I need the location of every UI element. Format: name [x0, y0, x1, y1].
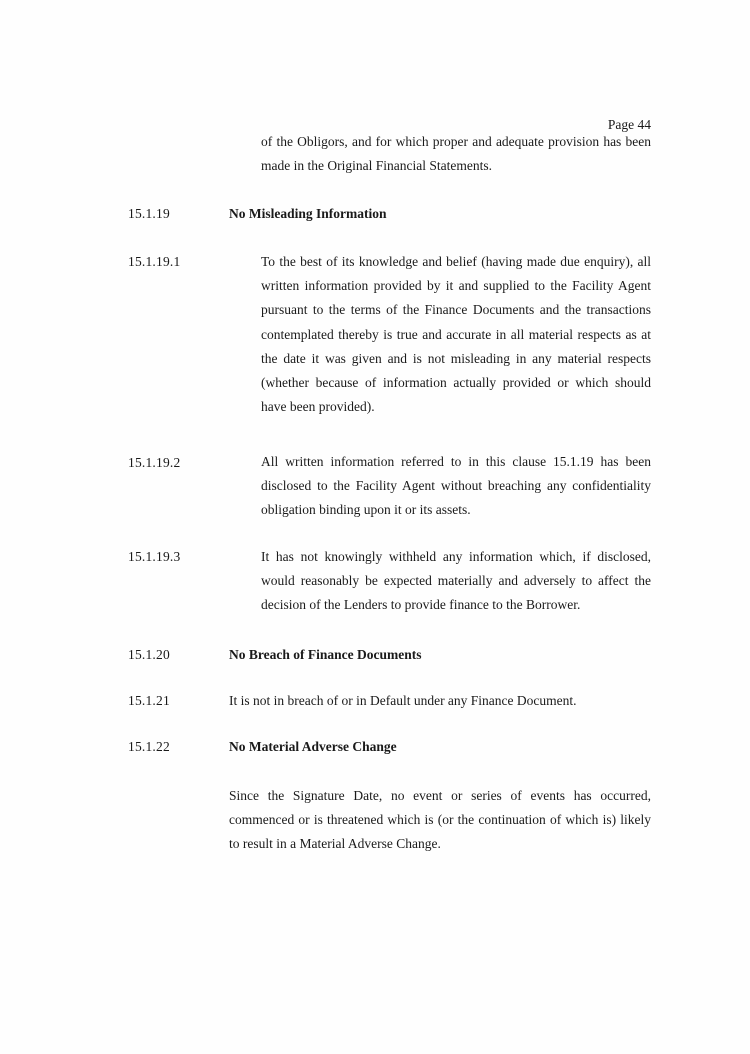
page-number: Page 44 [607, 117, 651, 132]
clause-text-15-1-21: It is not in breach of or in Default under any Finance Document. [229, 693, 577, 708]
continuation-paragraph: of the Obligors, and for which proper and adequate provision has been made in the Original Financial Statements. [261, 134, 651, 174]
clause-text-15-1-19-3: It has not knowingly withheld any information which, if disclosed, would reasonably be expected materially and adversely to affect the decision of the Lenders to provide finance to the Borrower. [261, 549, 651, 613]
clause-number-15-1-19-2: 15.1.19.2 [128, 455, 181, 470]
clause-heading-no-misleading-information: No Misleading Information [229, 206, 387, 221]
clause-number-15-1-19-1: 15.1.19.1 [128, 254, 181, 269]
clause-text-15-1-19-1: To the best of its knowledge and belief (having made due enquiry), all written information provided by it and supplied to the Facility Agent pursuant to the terms of the Finance Documents and the transactions contemplated thereby is true and accurate in all material respects as at the date it was given and is not misleading in any material respects (whether because of information actually provided or which should have been provided). [261, 254, 651, 415]
clause-text-15-1-22: Since the Signature Date, no event or series of events has occurred, commenced or is threatened which is (or the continuation of which is) likely to result in a Material Adverse Change. [229, 788, 651, 852]
clause-number-15-1-20: 15.1.20 [128, 647, 170, 662]
clause-number-15-1-19-3: 15.1.19.3 [128, 549, 181, 564]
clause-text-15-1-19-2: All written information referred to in this clause 15.1.19 has been disclosed to the Facility Agent without breaching any confidentiality obligation binding upon it or its assets. [261, 454, 651, 518]
clause-heading-no-breach-of-finance-documents: No Breach of Finance Documents [229, 647, 422, 662]
clause-heading-no-material-adverse-change: No Material Adverse Change [229, 739, 397, 754]
clause-number-15-1-21: 15.1.21 [128, 693, 170, 708]
clause-number-15-1-19: 15.1.19 [128, 206, 170, 221]
clause-number-15-1-22: 15.1.22 [128, 739, 170, 754]
